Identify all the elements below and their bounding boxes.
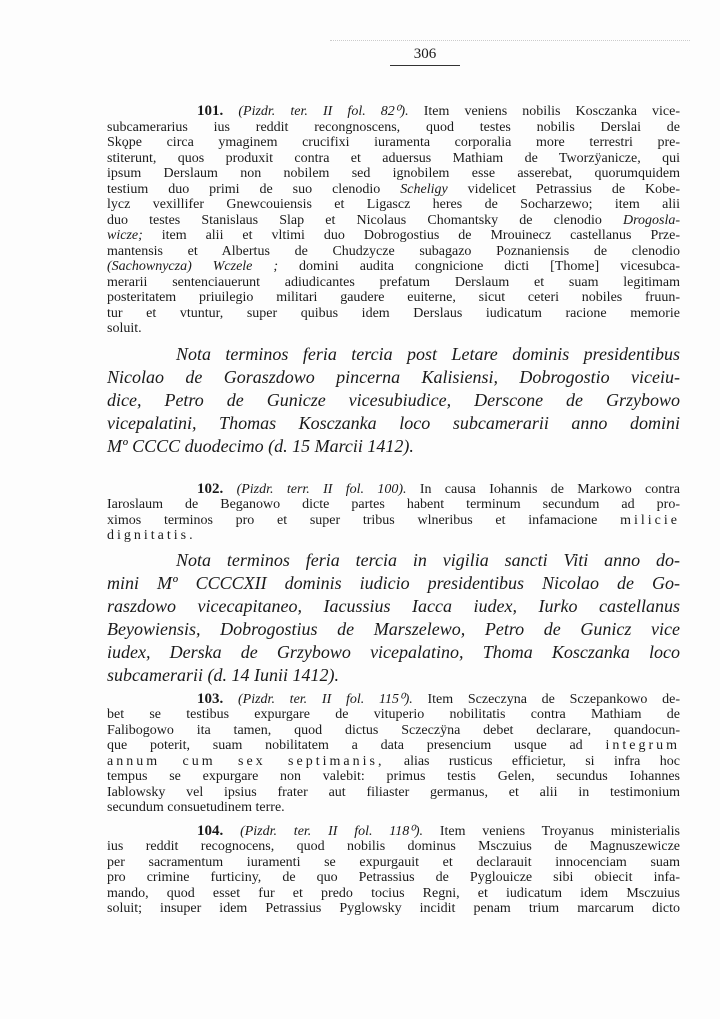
text-line — [107, 664, 680, 687]
text-line — [107, 549, 680, 572]
text-segment — [223, 824, 240, 839]
spaced-text: dignitatis. — [107, 528, 196, 543]
text-segment: soluit. — [107, 321, 142, 336]
record-entry — [107, 824, 680, 917]
text-line — [107, 785, 680, 801]
text-segment: posteritatem priuilegio militari gaudere euiterne, sicut ceteri nobiles fruun- — [107, 290, 680, 305]
text-segment: lycz vexillifer Gnewcouiensis et Ligascz heres de Socharzewo; item alii — [107, 197, 680, 212]
text-segment: testium duo primi de suo clenodio — [107, 181, 401, 197]
text-line — [107, 497, 680, 513]
text-line — [107, 275, 680, 291]
text-line — [107, 572, 680, 595]
text-segment: subcamerarii (d. 14 Iunii 1412). — [107, 664, 339, 685]
text-line — [107, 855, 680, 871]
text-line — [107, 870, 680, 886]
text-line — [107, 151, 680, 167]
entry-number: 103. — [197, 690, 224, 707]
record-entry — [107, 692, 680, 816]
italic-text: (Pizdr. terr. II fol. 100). — [236, 481, 407, 497]
text-segment: ximos terminos pro et super tribus wlneribus et infamacione — [107, 512, 621, 528]
text-line — [107, 769, 680, 785]
italic-text: (Pizdr. ter. II fol. 82⁰). — [238, 104, 409, 119]
page-body — [107, 104, 680, 917]
text-segment: dice, Petro de Gunicze vicesubiudice, Derscone de Grzybowo — [107, 389, 680, 410]
italic-text: (Pizdr. ter. II fol. 115⁰). — [238, 691, 413, 707]
text-line — [107, 692, 680, 708]
entry-number: 102. — [197, 480, 224, 497]
text-segment: Item Sczeczyna de Sczepankowo de- — [412, 691, 681, 707]
text-line — [107, 595, 680, 618]
page-number: 306 — [390, 46, 460, 66]
text-line — [107, 738, 680, 754]
text-segment: que poterit, suam nobilitatem a data presencium usque ad — [107, 738, 606, 753]
session-note — [107, 343, 680, 458]
text-line — [107, 244, 680, 260]
text-segment — [223, 482, 236, 497]
scan-noise-divider — [330, 40, 690, 41]
text-line — [107, 166, 680, 182]
text-segment: Beyowiensis, Dobrogostius de Marszelewo, Petro de Gunicz vice — [107, 618, 680, 639]
spaced-text: milicie — [620, 512, 680, 528]
text-segment: tur et vtuntur, super quibus idem Derslaus iudicatum racione memorie — [107, 305, 680, 321]
text-line — [107, 824, 680, 840]
text-line — [107, 366, 680, 389]
text-segment: alias rusticus efficietur, si infra hoc — [384, 753, 680, 769]
italic-text: Drogosla- — [622, 212, 680, 228]
spaced-text: annum cum sex septimanis, — [107, 753, 385, 769]
text-segment — [223, 104, 238, 119]
text-segment: tempus se expurgare non valebit: primus testis Gelen, secundus Iohannes — [107, 769, 680, 784]
text-segment: Nicolao de Goraszdowo pincerna Kalisiensi, Dobrogostio viceiu- — [107, 366, 680, 387]
text-line — [107, 901, 680, 917]
text-line — [107, 290, 680, 306]
text-line — [107, 435, 680, 458]
text-line — [107, 343, 680, 366]
text-segment: ius reddit recognocens, quod nobilis dominus Msczuius de Magnuszewicze — [107, 839, 680, 854]
text-line — [107, 513, 680, 529]
text-segment: duo testes Stanislaus Slap et Nicolaus Chomantsky de clenodio — [107, 212, 623, 228]
italic-text: Scheligy — [400, 181, 448, 197]
text-line — [107, 182, 680, 198]
text-segment: Iablowsky vel ipsius frater aut filiaster germanus, et alii in testimonium — [107, 784, 680, 800]
text-line — [107, 641, 680, 664]
text-line — [107, 839, 680, 855]
text-line — [107, 197, 680, 213]
text-line — [107, 306, 680, 322]
text-line — [107, 389, 680, 412]
text-line — [107, 886, 680, 902]
text-line — [107, 321, 680, 337]
text-segment: Skǫpe circa ymaginem crucifixi iuramenta corporalia more terrestri pre- — [107, 135, 680, 150]
text-segment: soluit; insuper idem Petrassius Pyglowsky incidit penam trium marcarum dicto — [107, 901, 680, 916]
text-line — [107, 135, 680, 151]
text-segment — [223, 692, 238, 707]
text-line — [107, 259, 680, 275]
text-line — [107, 754, 680, 770]
text-segment: mantensis et Albertus de Chudzycze subagazo Poznaniensis de clenodio — [107, 243, 680, 259]
text-line — [107, 800, 680, 816]
text-segment: In causa Iohannis de Markowo contra — [406, 481, 681, 497]
text-segment: bet se testibus expurgare de vituperio nobilitatis contra Mathiam de — [107, 707, 680, 722]
text-line — [107, 213, 680, 229]
text-line — [107, 104, 680, 120]
italic-text: wicze; — [107, 228, 143, 243]
text-line — [107, 412, 680, 435]
text-segment: Mº CCCC duodecimo (d. 15 Marcii 1412). — [107, 435, 414, 456]
text-line — [107, 120, 680, 136]
text-segment: subcamerarius ius reddit recongnoscens, quod testes nobilis Derslai de — [107, 119, 680, 135]
italic-text: (Sachownycza) Wczele ; — [107, 259, 279, 274]
text-line — [107, 707, 680, 723]
text-segment: raszdowo vicecapitaneo, Iacussius Iacca iudex, Iurko castellanus — [107, 595, 680, 616]
text-segment: Nota terminos feria tercia in vigilia sancti Viti anno do- — [176, 549, 680, 570]
text-segment: mini Mº CCCCXII dominis iudicio presidentibus Nicolao de Go- — [107, 572, 680, 593]
text-segment: vicepalatini, Thomas Kosczanka loco subcamerarii anno domini — [107, 412, 680, 433]
text-segment: videlicet Petrassius de Kobe- — [447, 181, 681, 197]
text-segment: Falibogowo ita tamen, quod dictus Sczeczÿna debet declarare, quandocun- — [107, 722, 680, 738]
text-segment: item alii et vltimi duo Dobrogostius de Mrouinecz castellanus Prze- — [142, 228, 680, 243]
entry-number: 101. — [197, 103, 224, 119]
entry-number: 104. — [197, 822, 224, 839]
session-note — [107, 549, 680, 687]
text-segment: iudex, Derska de Grzybowo vicepalatino, Thoma Kosczanka loco — [107, 641, 680, 662]
text-segment: Iaroslaum de Beganowo dicte partes habent terminum secundum ad pro- — [107, 497, 680, 512]
text-line — [107, 723, 680, 739]
text-line — [107, 228, 680, 244]
text-line — [107, 528, 680, 544]
text-segment: mando, quod esset fur et predo tocius Regni, et iudicatum idem Msczuius — [107, 885, 680, 901]
text-line — [107, 618, 680, 641]
text-segment: stiterunt, quos produxit contra et aduersus Mathiam de Tworzÿanicze, qui — [107, 150, 680, 166]
text-segment: Item veniens nobilis Kosczanka vice- — [408, 104, 681, 119]
text-line — [107, 482, 680, 498]
text-segment: domini audita congnicione dicti [Thome] vicesubca- — [278, 259, 681, 274]
text-segment: per sacramentum iuramenti se expurgauit et declarauit innocenciam suam — [107, 854, 680, 870]
text-segment: merarii sentenciauerunt adiudicantes prefatum Derslaum et suam legitimam — [107, 274, 680, 290]
record-entry — [107, 482, 680, 544]
record-entry — [107, 104, 680, 337]
text-segment: ipsum Derslaum non nobilem sed ignobilem esse asserebat, quorumquidem — [107, 166, 680, 181]
text-segment: Nota terminos feria tercia post Letare dominis presidentibus — [176, 343, 680, 364]
spaced-text: integrum — [605, 738, 680, 753]
text-segment: secundum consuetudinem terre. — [107, 800, 285, 815]
text-segment: Item veniens Troyanus ministerialis — [423, 823, 681, 839]
italic-text: (Pizdr. ter. II fol. 118⁰). — [240, 823, 424, 839]
text-segment: pro crimine furticiny, de quo Petrassius de Pyglouicze sibi obiecit infa- — [107, 870, 680, 885]
